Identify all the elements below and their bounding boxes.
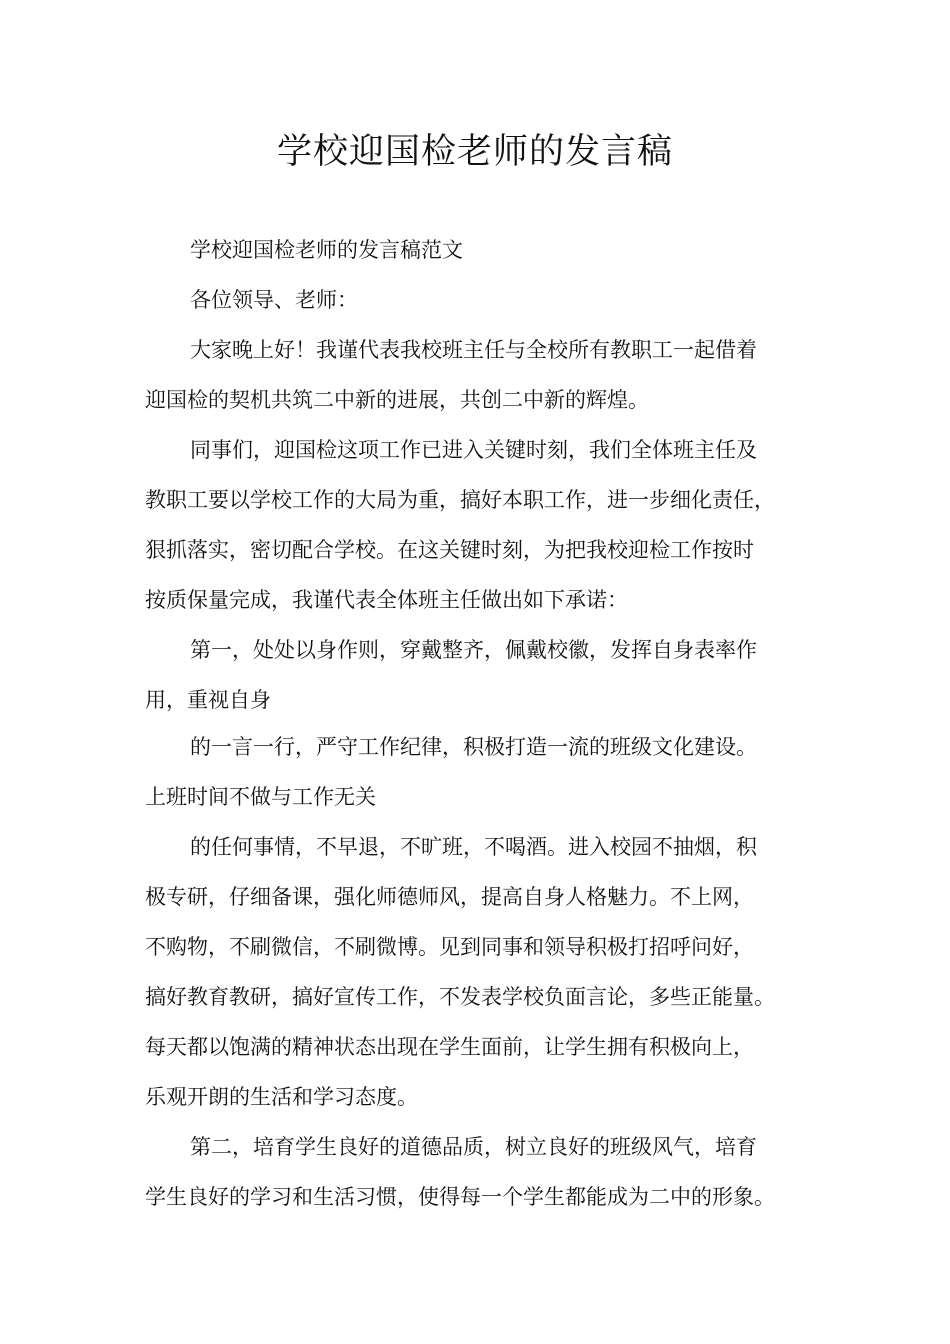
paragraph-rules [145,822,835,1122]
paragraph-line: 上班时间不做与工作无关 [145,785,376,809]
document-title: 学校迎国检老师的发言稿 [276,132,673,172]
paragraph-line: 狠抓落实，密切配合学校。在这关键时刻，为把我校迎检工作按时 [145,538,754,562]
paragraph-line: 的任何事情，不早退，不旷班，不喝酒。进入校园不抽烟，积 [190,835,757,859]
paragraph-line: 迎国检的契机共筑二中新的进展，共创二中新的辉煌。 [145,388,649,412]
paragraph-second [145,1122,835,1222]
paragraph-conduct [145,722,835,822]
paragraph-line: 按质保量完成，我谨代表全体班主任做出如下承诺： [145,588,628,612]
paragraph-line: 学校迎国检老师的发言稿范文 [190,238,463,262]
paragraph-line: 用，重视自身 [145,688,271,712]
paragraph-line: 不购物，不刷微信，不刷微博。见到同事和领导积极打招呼问好， [145,935,754,959]
paragraph-line: 搞好教育教研，搞好宣传工作，不发表学校负面言论，多些正能量。 [145,985,775,1009]
paragraph-subtitle [145,225,835,275]
paragraph-first [145,625,835,725]
paragraph-line: 乐观开朗的生活和学习态度。 [145,1085,418,1109]
paragraph-line: 学生良好的学习和生活习惯，使得每一个学生都能成为二中的形象。 [145,1185,775,1209]
paragraph-line: 大家晚上好！我谨代表我校班主任与全校所有教职工一起借着 [190,338,757,362]
paragraph-colleagues [145,425,835,625]
paragraph-line: 第一，处处以身作则，穿戴整齐，佩戴校徽，发挥自身表率作 [190,638,757,662]
paragraph-line: 教职工要以学校工作的大局为重，搞好本职工作，进一步细化责任， [145,488,775,512]
paragraph-line: 各位领导、老师： [190,288,358,312]
paragraph-greeting [145,325,835,425]
paragraph-line: 第二，培育学生良好的道德品质，树立良好的班级风气，培育 [190,1135,757,1159]
paragraph-line: 同事们，迎国检这项工作已进入关键时刻，我们全体班主任及 [190,438,757,462]
paragraph-salutation [145,275,835,325]
paragraph-line: 极专研，仔细备课，强化师德师风，提高自身人格魅力。不上网， [145,885,754,909]
paragraph-line: 的一言一行，严守工作纪律，积极打造一流的班级文化建设。 [190,735,757,759]
paragraph-line: 每天都以饱满的精神状态出现在学生面前，让学生拥有积极向上， [145,1035,754,1059]
